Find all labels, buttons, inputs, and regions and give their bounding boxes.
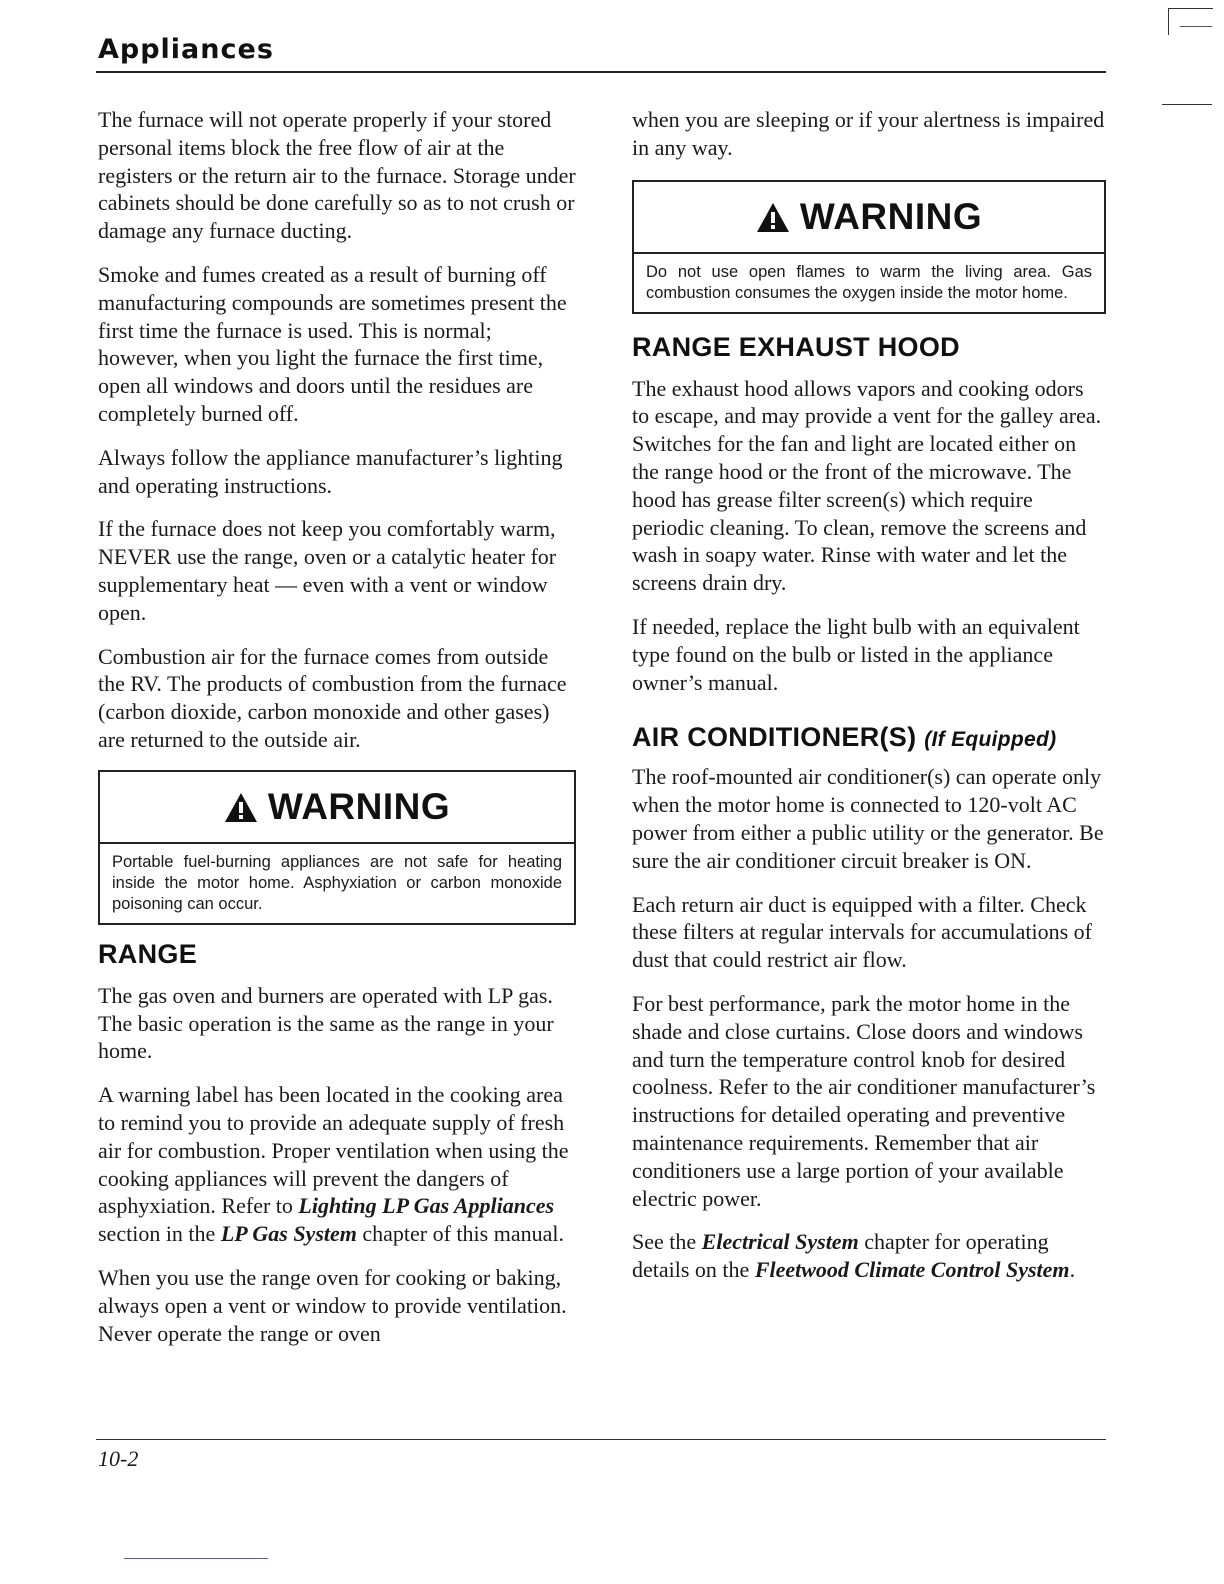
reference-lighting-lp-gas: Lighting LP Gas Appliances (298, 1193, 555, 1219)
paragraph-ac-performance: For best performance, park the motor home in the shade and close curtains. Close doors and windows and turn the temperature control knob for desired coolness. Refer to the air conditioner manufacturer’s instructions for detailed operating and preventive maintenance requirements. Remember that air conditioners use a large portion of your available electric power. (632, 990, 1096, 1211)
right-column (632, 106, 1106, 1300)
page-header-title: Appliances (98, 34, 274, 65)
paragraph-combustion-air: Combustion air for the furnace comes from outside the RV. The products of combustion from the furnace (carbon dioxide, carbon monoxide and other gases) are returned to the outside air. (98, 643, 567, 752)
paragraph-furnace-smoke: Smoke and fumes created as a result of burning off manufacturing compounds are sometimes present the first time the furnace is used. This is normal; however, when you light the furnace the first time, open all windows and doors until the residues are completely burned off. (98, 261, 567, 426)
footer-rule (96, 1439, 1106, 1440)
margin-mark-line (1162, 104, 1212, 105)
paragraph-ac-operation: The roof-mounted air conditioner(s) can operate only when the motor home is connected to 120-volt AC power from either a public utility or the generator. Be sure the air conditioner circuit breaker is ON. (632, 764, 1104, 873)
scan-edge-line (124, 1558, 268, 1559)
warning-triangle-icon (224, 791, 258, 823)
paragraph-supplementary-heat: If the furnace does not keep you comfortably warm, NEVER use the range, oven or a catalytic heater for supplementary heat — even with a vent or window open. (98, 516, 557, 625)
warning-box-header (634, 182, 1104, 254)
warning-text: Do not use open flames to warm the living area. Gas combustion consumes the oxygen inside the motor home. (646, 262, 1092, 302)
heading-if-equipped: (If Equipped) (924, 728, 1057, 752)
paragraph-ac-filters: Each return air duct is equipped with a filter. Check these filters at regular intervals for accumulations of dust that could restrict air flow. (632, 891, 1092, 973)
paragraph-manufacturer-instructions: Always follow the appliance manufacturer’s lighting and operating instructions. (98, 444, 563, 498)
warning-text: Portable fuel-burning appliances are not safe for heating inside the motor home. Asphyxiation or carbon monoxide poisoning can occur. (112, 852, 562, 913)
paragraph-range-basic: The gas oven and burners are operated with LP gas. The basic operation is the same as the range in your home. (98, 982, 554, 1064)
warning-title: WARNING (267, 785, 451, 827)
warning-box-header (100, 772, 574, 844)
paragraph-furnace-storage: The furnace will not operate properly if your stored personal items block the free flow of air at the registers or the return air to the furnace. Storage under cabinets should be done carefully so as to not crush or damage any furnace ducting. (98, 107, 576, 244)
paragraph-range-warning-label: A warning label has been located in the cooking area to remind you to provide an adequate supply of fresh air for combustion. Proper ventilation when using the cooking appliances will prevent the dangers of asphyxiation. Refer to Lighting LP Gas Appliances section in the LP Gas System chapter of this manual. (98, 1082, 569, 1247)
left-column (98, 106, 576, 1363)
corner-mark-line (1180, 26, 1212, 27)
warning-title: WARNING (799, 195, 983, 237)
section-heading-range: RANGE (98, 938, 198, 969)
warning-box-open-flames (632, 180, 1106, 314)
reference-electrical-system: Electrical System (701, 1229, 859, 1255)
corner-mark (1168, 8, 1213, 35)
warning-box-fuel (98, 770, 576, 925)
paragraph-hood-description: The exhaust hood allows vapors and cooking odors to escape, and may provide a vent for the galley area. Switches for the fan and light are located either on the range hood or the front of the microwave. The hood has grease filter screen(s) which require periodic cleaning. To clean, remove the screens and wash in soapy water. Rinse with water and let the screens drain dry. (632, 375, 1102, 596)
page-number: 10-2 (98, 1446, 139, 1471)
header-rule (96, 71, 1106, 73)
reference-lp-gas-system: LP Gas System (220, 1221, 357, 1247)
warning-triangle-icon (756, 201, 790, 233)
paragraph-hood-light-bulb: If needed, replace the light bulb with an equivalent type found on the bulb or listed in the appliance owner’s manual. (632, 613, 1080, 695)
reference-climate-control-system: Fleetwood Climate Control System (754, 1257, 1070, 1283)
paragraph-range-ventilation: When you use the range oven for cooking or baking, always open a vent or window to provide ventilation. Never operate the range or oven (98, 1264, 567, 1346)
paragraph-continuation: when you are sleeping or if your alertness is impaired in any way. (632, 107, 1105, 160)
paragraph-ac-electrical-reference: See the Electrical System chapter for operating details on the Fleetwood Climate Control System. (632, 1229, 1076, 1283)
section-heading-range-exhaust-hood: RANGE EXHAUST HOOD (632, 331, 960, 362)
section-heading-air-conditioners: AIR CONDITIONER(S) (If Equipped) (632, 722, 1057, 753)
